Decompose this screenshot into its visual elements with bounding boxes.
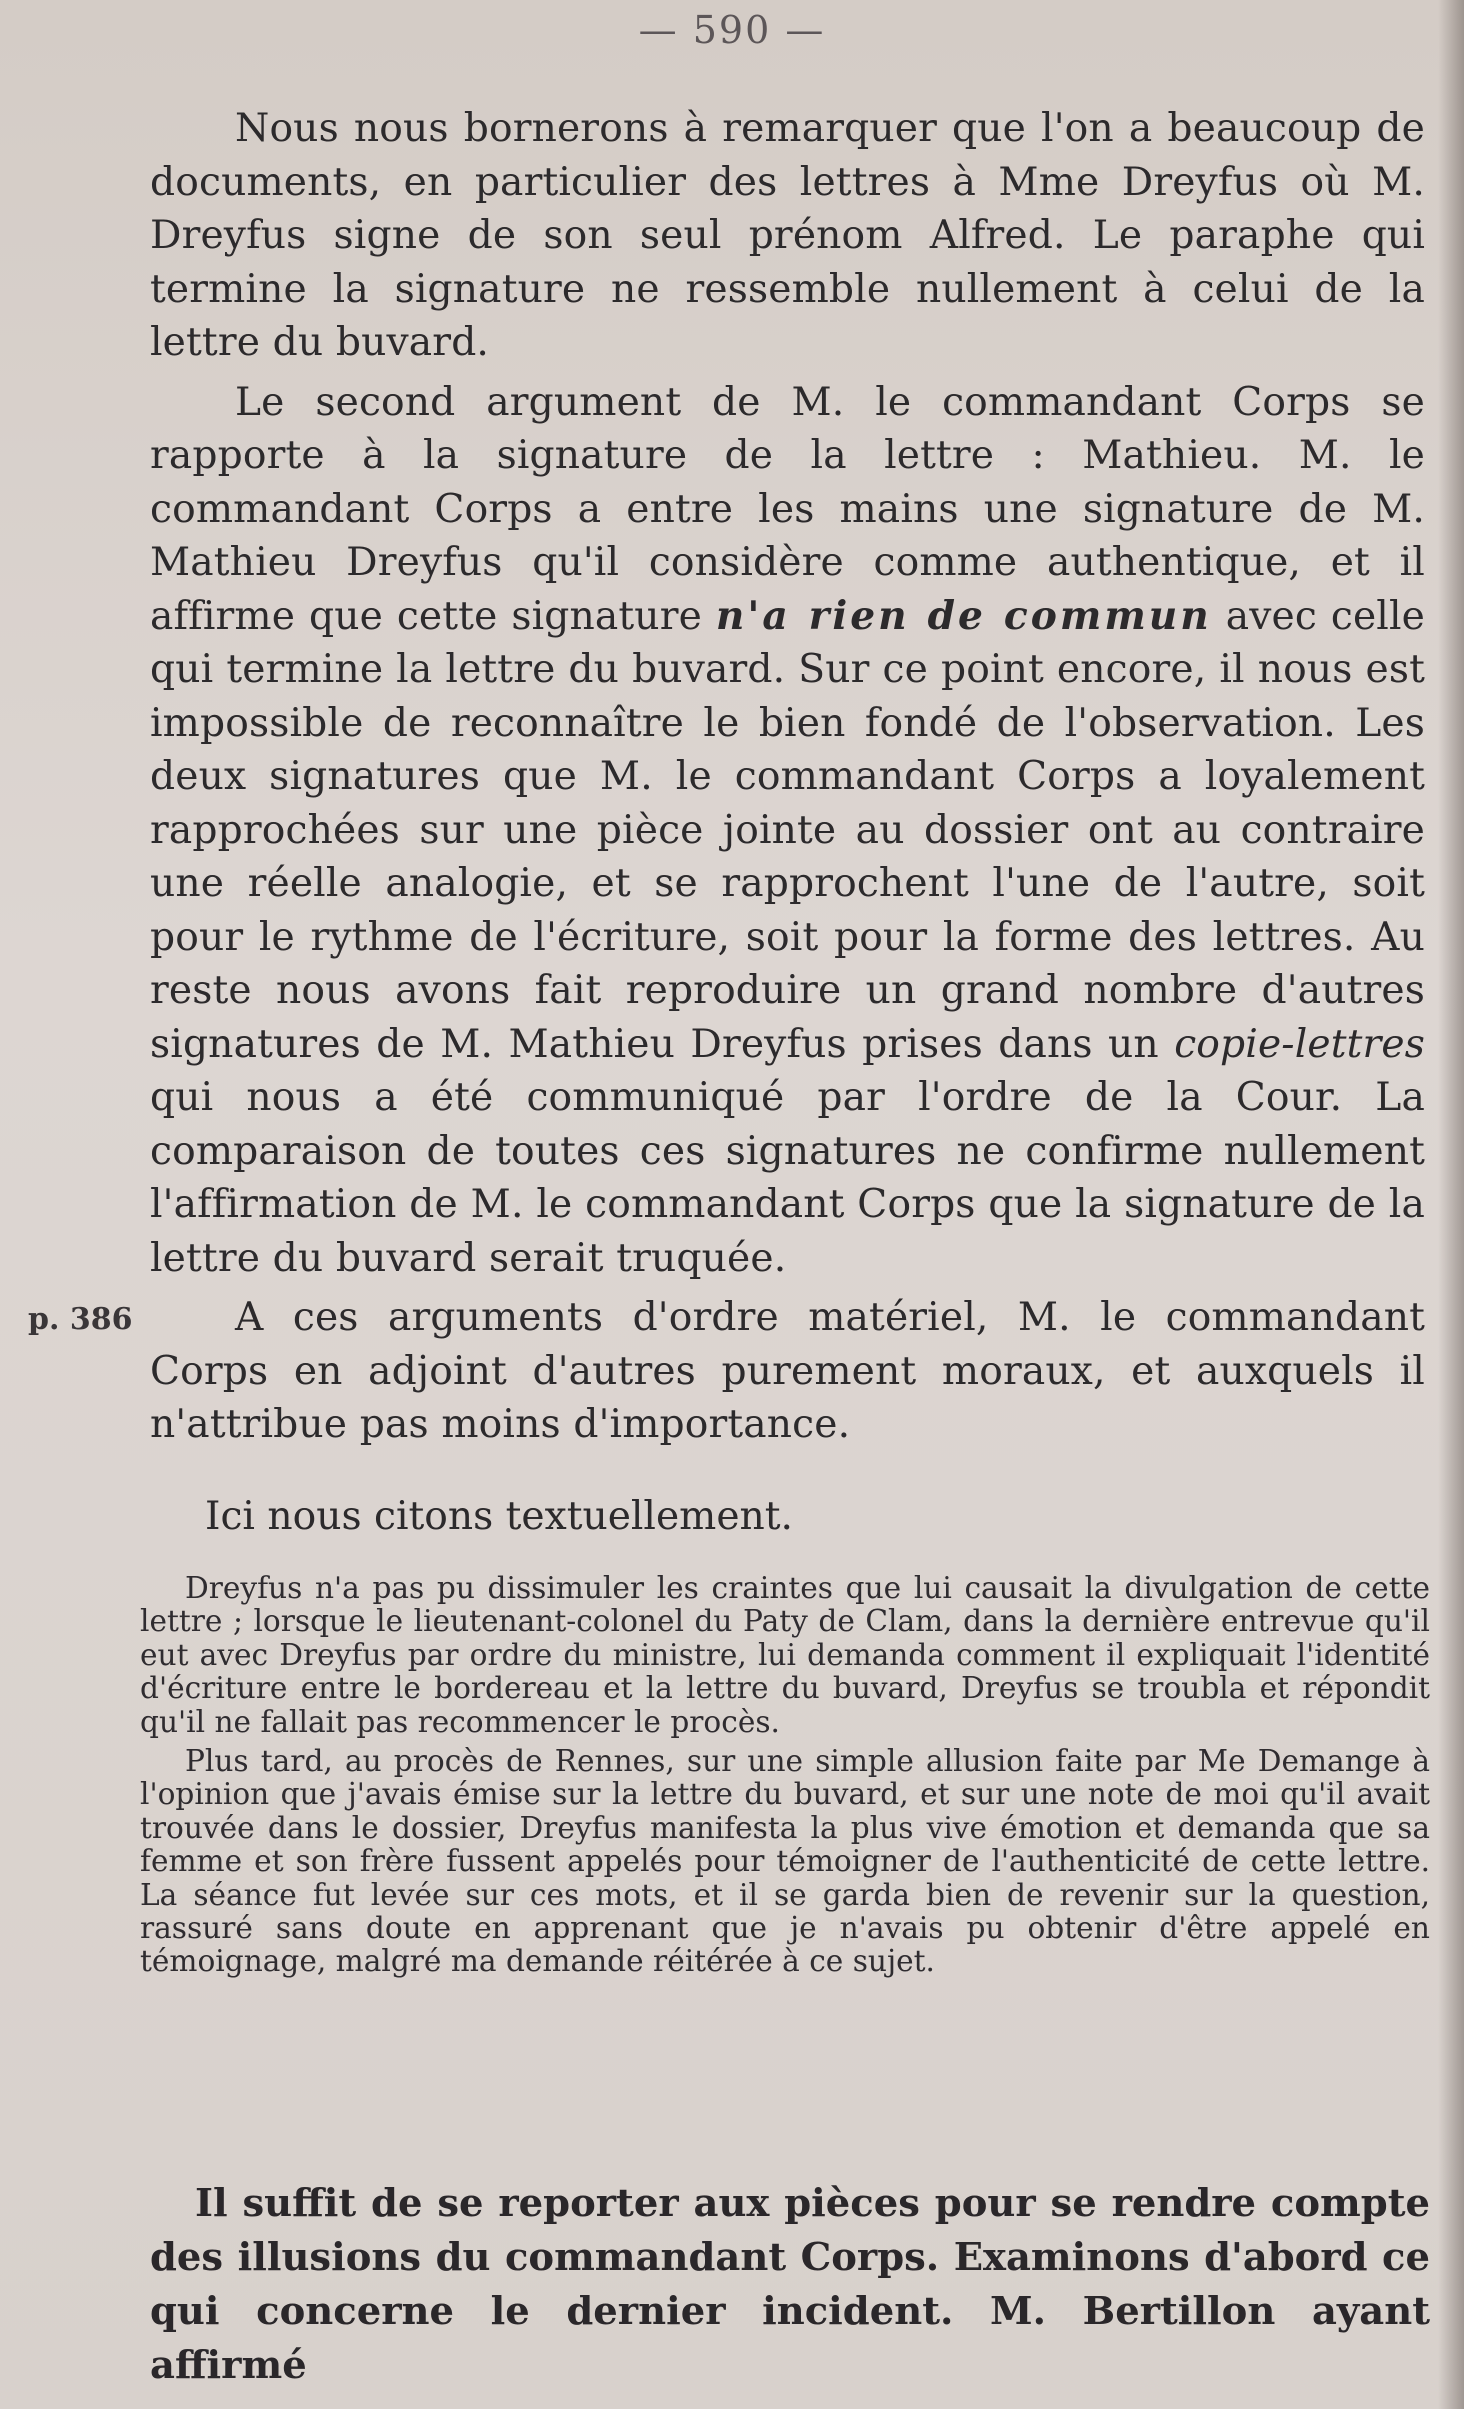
closing-paragraph: Il suffit de se reporter aux pièces pour se rendre compte des illusions du commandant Corps. Examinons d'abord ce qui concerne le dernier incident. M. Bertillon ayant affirmé xyxy=(150,2181,1430,2388)
emphasis-rien-de-commun: n'a rien de commun xyxy=(715,592,1212,639)
closing-text xyxy=(150,2177,1430,2393)
paragraph-2: Le second argument de M. le commandant Corps se rapporte à la signature de la lettre : Mathieu. M. le commandant Corps a entre les mains une signature de M. Mathieu Dreyfus qu'il considère comme authentique, et il affirme que cette signature n'a rien de commun avec celle qui termine la lettre du buvard. Sur ce point encore, il nous est impossible de reconnaître le bien fondé de l'observation. Les deux signatures que M. le commandant Corps a loyalement rapprochées sur une pièce jointe au dossier ont au contraire une réelle analogie, et se rapprochent l'une de l'autre, soit pour le rythme de l'écriture, soit pour la forme des lettres. Au reste nous avons fait reproduire un grand nombre d'autres signatures de M. Mathieu Dreyfus prises dans un copie-lettres qui nous a été communiqué par l'ordre de la Cour. La comparaison de toutes ces signatures ne confirme nullement l'affirmation de M. le commandant Corps que la signature de la lettre du buvard serait truquée. xyxy=(150,379,1425,1281)
main-text xyxy=(150,102,1425,1452)
paragraph-1: Nous nous bornerons à remarquer que l'on a beaucoup de documents, en particulier des lettres à Mme Dreyfus où M. Dreyfus signe de son seul prénom Alfred. Le paraphe qui termine la signature ne ressemble nullement à celui de la lettre du buvard. xyxy=(150,106,1425,365)
emphasis-copie-lettres: copie-lettres xyxy=(1174,1021,1425,1067)
page-edge-shadow xyxy=(1438,0,1464,2409)
citation-intro: Ici nous citons textuellement. xyxy=(205,1494,793,1539)
quote-paragraph-1: Dreyfus n'a pas pu dissimuler les craintes que lui causait la divulgation de cette lettre ; lorsque le lieutenant-colonel du Paty de Clam, dans la dernière entrevue qu'il eut avec Dreyfus par ordre du ministre, lui demanda comment il expliquait l'identité d'écriture entre le bordereau et la lettre du buvard, Dreyfus se troubla et répondit qu'il ne fallait pas recommencer le procès. xyxy=(140,1571,1430,1739)
quote-paragraph-2: Plus tard, au procès de Rennes, sur une simple allusion faite par Me Demange à l'opinion que j'avais émise sur la lettre du buvard, et sur une note de moi qu'il avait trouvée dans le dossier, Dreyfus manifesta la plus vive émotion et demanda que sa femme et son frère fussent appelés pour témoigner de l'authenticité de cette lettre. La séance fut levée sur ces mots, et il se garda bien de revenir sur la question, rassuré sans doute en apprenant que je n'avais pu obtenir d'être appelé en témoignage, malgré ma demande réitérée à ce sujet. xyxy=(140,1744,1430,1979)
block-quote xyxy=(140,1572,1430,1979)
margin-page-reference: p. 386 xyxy=(28,1302,133,1337)
paragraph-3: A ces arguments d'ordre matériel, M. le commandant Corps en adjoint d'autres purement moraux, et auxquels il n'attribue pas moins d'importance. xyxy=(150,1295,1425,1447)
page-number: — 590 — xyxy=(638,8,826,52)
